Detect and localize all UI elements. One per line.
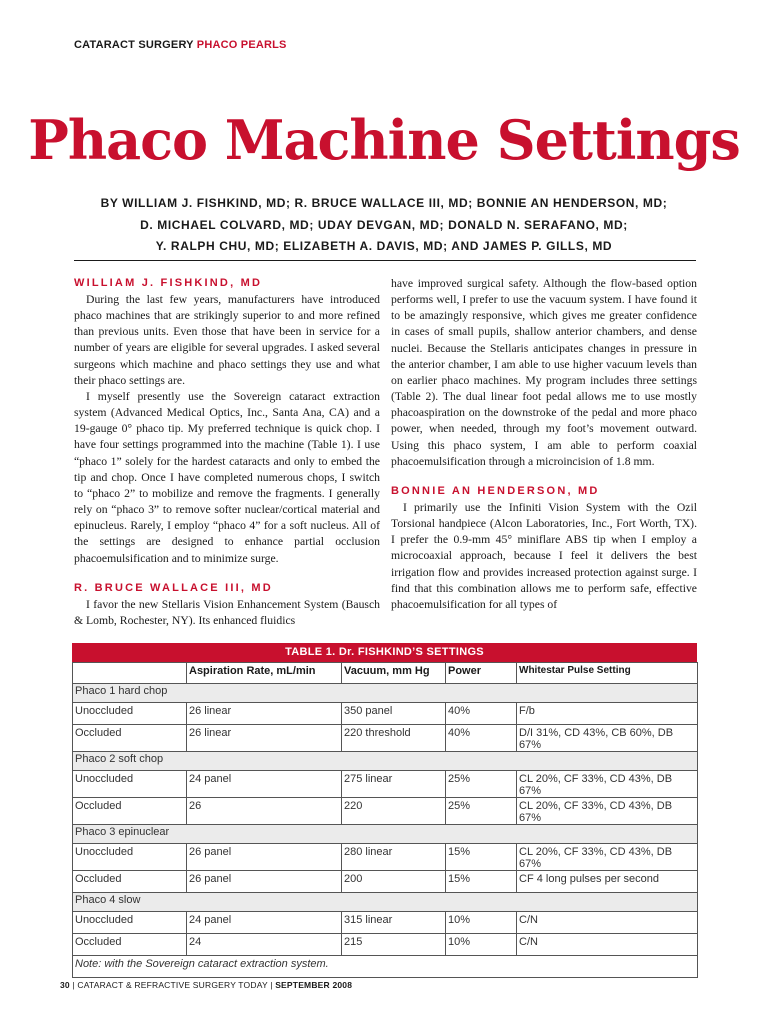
table-cell: 25% [446, 771, 517, 798]
table-cell: 220 [342, 798, 446, 825]
title-divider [74, 260, 696, 261]
table-cell: 40% [446, 703, 517, 725]
table-cell: F/b [517, 703, 698, 725]
paragraph: I myself presently use the Sovereign cataract extraction system (Advanced Medical Optics, Inc., Santa Ana, CA) and a 19-gauge 0° phaco tip. My preferred technique is quick chop. I have four settings programmed into the machine (Table 1). I use “phaco 1” solely for the hardest cataracts and only to embed the tip and chop. Once I have completed numerous chops, I switch to “phaco 2” to mobilize and remove the fragments. I generally rely on “phaco 3” to remove softer nuclear/cortical material and epinucleus. Rarely, I employ “phaco 4” for a soft nucleus. All of the settings are designed to enhance partial occlusion phacoemulsification and to minimize surge. [74, 389, 380, 565]
table-row [73, 798, 698, 825]
table-cell: C/N [517, 912, 698, 934]
header-subsection: PHACO PEARLS [196, 39, 287, 51]
table-cell: 26 linear [187, 703, 342, 725]
column-left [74, 276, 380, 629]
table-row [73, 934, 698, 956]
publication-name: | CATARACT & REFRACTIVE SURGERY TODAY | [69, 980, 276, 990]
table-caption [72, 643, 697, 662]
table-cell: Unoccluded [73, 703, 187, 725]
paragraph: During the last few years, manufacturers have introduced phaco machines that are strikingly superior to and more refined than previous units. Even those that have been in service for a number of years are eligible for several upgrades. I asked several surgeons which machine and phaco settings they use and what their phaco settings are. [74, 293, 380, 387]
table-cell: 24 panel [187, 912, 342, 934]
table-cell: CL 20%, CF 33%, CD 43%, DB 67% [517, 844, 698, 871]
table-cell: 15% [446, 871, 517, 893]
table-caption-number: TABLE 1. [285, 646, 336, 658]
table-cell: 26 linear [187, 725, 342, 752]
paragraph: I favor the new Stellaris Vision Enhancement System (Bausch & Lomb, Rochester, NY). Its enhanced fluidics [74, 597, 380, 627]
byline-line: Y. RALPH CHU, MD; ELIZABETH A. DAVIS, MD; AND JAMES P. GILLS, MD [155, 239, 613, 253]
column-header: Power [446, 663, 517, 684]
article-title: Phaco Machine Settings [28, 108, 740, 172]
table-cell: 200 [342, 871, 446, 893]
table-cell: Occluded [73, 871, 187, 893]
table-cell: 25% [446, 798, 517, 825]
settings-table-block [72, 643, 697, 978]
table-cell: CL 20%, CF 33%, CD 43%, DB 67% [517, 798, 698, 825]
table-row [73, 871, 698, 893]
table-cell: 275 linear [342, 771, 446, 798]
table-caption-title: Dr. FISHKIND’S SETTINGS [338, 646, 484, 658]
table-cell: 24 [187, 934, 342, 956]
group-label: Phaco 3 epinuclear [73, 825, 698, 844]
column-header: Vacuum, mm Hg [342, 663, 446, 684]
table-cell: Unoccluded [73, 771, 187, 798]
table-cell: Occluded [73, 725, 187, 752]
table-group-row [73, 893, 698, 912]
table-row [73, 844, 698, 871]
column-header: Whitestar Pulse Setting [517, 663, 698, 684]
table-row [73, 771, 698, 798]
running-header [74, 39, 287, 51]
table-cell: 10% [446, 934, 517, 956]
table-cell: 350 panel [342, 703, 446, 725]
byline-line: D. MICHAEL COLVARD, MD; UDAY DEVGAN, MD; DONALD N. SERAFANO, MD; [140, 217, 628, 232]
section-heading-wallace: R. BRUCE WALLACE III, MD [74, 581, 273, 594]
table-cell: 24 panel [187, 771, 342, 798]
group-label: Phaco 2 soft chop [73, 752, 698, 771]
section-heading-fishkind: WILLIAM J. FISHKIND, MD [74, 277, 263, 289]
table-cell: CL 20%, CF 33%, CD 43%, DB 67% [517, 771, 698, 798]
table-group-row [73, 825, 698, 844]
settings-table [72, 662, 698, 978]
page-footer [60, 980, 352, 990]
paragraph: I primarily use the Infiniti Vision System with the Ozil Torsional handpiece (Alcon Laboratories, Inc., Fort Worth, TX). I prefer the 0.9-mm 45° miniflare ABS tip when I employ a microcoaxial approach, because I feel it delivers the best irrigation flow and provides increased protection against surge. I find that this combination allows me to perform safe, effective phacoemulsification for all types of [391, 500, 697, 611]
group-label: Phaco 1 hard chop [73, 684, 698, 703]
column-header [73, 663, 187, 684]
table-row [73, 912, 698, 934]
table-cell: Unoccluded [73, 912, 187, 934]
table-cell: Occluded [73, 934, 187, 956]
issue-date: SEPTEMBER 2008 [275, 980, 353, 990]
byline [60, 193, 708, 258]
table-cell: 280 linear [342, 844, 446, 871]
byline-line: BY WILLIAM J. FISHKIND, MD; R. BRUCE WALLACE III, MD; BONNIE AN HENDERSON, MD; [100, 196, 668, 210]
table-cell: 26 panel [187, 871, 342, 893]
table-group-row [73, 752, 698, 771]
table-cell: 10% [446, 912, 517, 934]
table-cell: 26 panel [187, 844, 342, 871]
table-cell: 15% [446, 844, 517, 871]
group-label: Phaco 4 slow [73, 893, 698, 912]
table-cell: C/N [517, 934, 698, 956]
table-cell: 215 [342, 934, 446, 956]
table-cell: 26 [187, 798, 342, 825]
table-cell: 220 threshold [342, 725, 446, 752]
header-section: CATARACT SURGERY [74, 39, 194, 51]
column-right [391, 276, 697, 613]
table-note-row [73, 956, 698, 978]
table-header-row [73, 663, 698, 684]
table-cell: D/I 31%, CD 43%, CB 60%, DB 67% [517, 725, 698, 752]
table-cell: CF 4 long pulses per second [517, 871, 698, 893]
paragraph: have improved surgical safety. Although the flow-based option performs well, I prefer to use the vacuum system. I have found it to be amazingly responsive, which gives me greater confidence in cases of small pupils, shallow anterior chambers, and dense nuclei. Because the Stellaris anticipates changes in pressure in the anterior chamber, I am able to use higher vacuum levels than on earlier phaco machines. My program includes three settings (Table 2). The dual linear foot pedal allows me to use mostly phacoaspiration on the downstroke of the pedal and more phaco power, when needed, through my foot’s movement outward. Using this phaco system, I am able to perform coaxial phacoemulsification through a microincision of 1.8 mm. [391, 277, 697, 468]
table-note: Note: with the Sovereign cataract extraction system. [73, 956, 698, 978]
table-cell: 315 linear [342, 912, 446, 934]
table-cell: Unoccluded [73, 844, 187, 871]
table-cell: Occluded [73, 798, 187, 825]
table-row [73, 725, 698, 752]
table-row [73, 703, 698, 725]
column-header: Aspiration Rate, mL/min [187, 663, 342, 684]
table-cell: 40% [446, 725, 517, 752]
section-heading-henderson: BONNIE AN HENDERSON, MD [391, 484, 600, 497]
page-number: 30 [60, 980, 70, 990]
table-group-row [73, 684, 698, 703]
